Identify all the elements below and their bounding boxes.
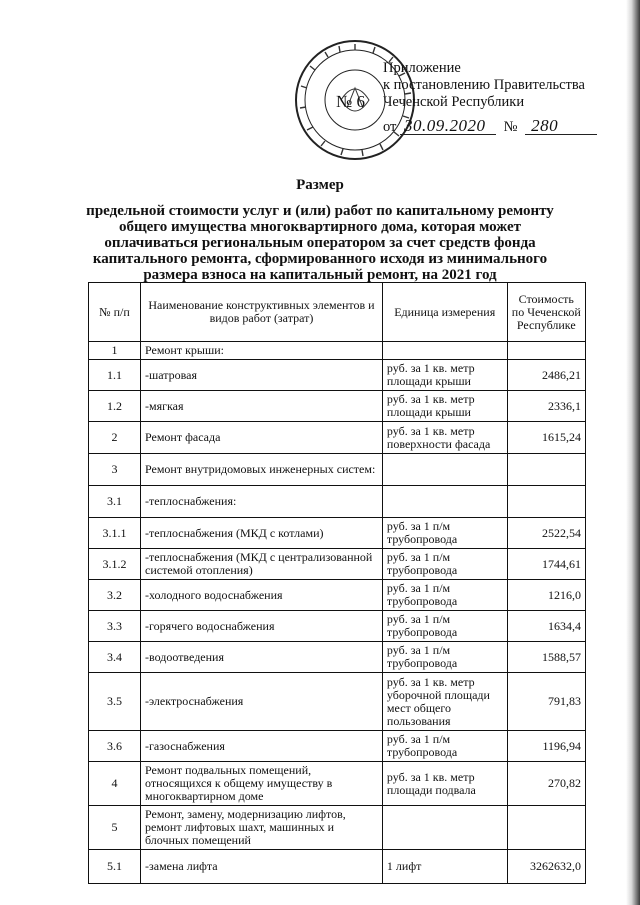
title-heading: Размер (296, 177, 344, 193)
appendix-resolution: к постановлению Правительства (383, 77, 585, 93)
table-row (89, 549, 586, 580)
title-line: размера взноса на капитальный ремонт, на 2021 год (143, 267, 497, 283)
cell-cost: 2486,21 (507, 360, 585, 391)
table-row (89, 342, 586, 360)
cell-cost: 1196,94 (507, 731, 585, 762)
cost-table (88, 282, 586, 884)
cell-cost (507, 342, 585, 360)
scan-page-edge (626, 0, 640, 905)
cell-cost (507, 454, 585, 486)
cell-name: -замена лифта (141, 850, 383, 884)
appendix-republic: Чеченской Республики (383, 94, 525, 110)
date-number-line (383, 117, 613, 136)
cell-no: 3.4 (89, 642, 141, 673)
cell-unit: руб. за 1 п/м трубопровода (382, 731, 507, 762)
cell-unit (382, 486, 507, 518)
cell-name: Ремонт крыши: (141, 342, 383, 360)
cell-unit: руб. за 1 кв. метр площади крыши (382, 391, 507, 422)
header-unit: Единица измерения (382, 283, 507, 342)
date-prefix: от (383, 119, 397, 135)
cell-unit: руб. за 1 п/м трубопровода (382, 642, 507, 673)
appendix-label: Приложение (383, 60, 461, 76)
cell-name: -водоотведения (141, 642, 383, 673)
cell-cost: 2522,54 (507, 518, 585, 549)
cell-no: 3.5 (89, 673, 141, 731)
document-number: № 6 (336, 92, 365, 111)
cell-no: 3.1 (89, 486, 141, 518)
cell-name: -теплоснабжения (МКД с котлами) (141, 518, 383, 549)
cell-cost: 1588,57 (507, 642, 585, 673)
cell-cost (507, 486, 585, 518)
cell-name: Ремонт внутридомовых инженерных систем: (141, 454, 383, 486)
cell-unit: руб. за 1 п/м трубопровода (382, 611, 507, 642)
cell-name: -теплоснабжения (МКД с централизованной системой отопления) (141, 549, 383, 580)
table-row (89, 806, 586, 850)
cell-cost: 1615,24 (507, 422, 585, 454)
cell-cost: 270,82 (507, 762, 585, 806)
cell-cost: 1216,0 (507, 580, 585, 611)
cell-no: 4 (89, 762, 141, 806)
cell-name: -шатровая (141, 360, 383, 391)
table-row (89, 611, 586, 642)
table-row (89, 486, 586, 518)
title-line: общего имущества многоквартирного дома, которая может (118, 219, 521, 235)
number-value: 280 (525, 117, 597, 135)
cell-no: 3.2 (89, 580, 141, 611)
cell-no: 3.6 (89, 731, 141, 762)
cell-unit: руб. за 1 п/м трубопровода (382, 580, 507, 611)
appendix-header (383, 60, 613, 136)
table-row (89, 642, 586, 673)
cell-unit (382, 806, 507, 850)
table-row (89, 673, 586, 731)
table-row (89, 422, 586, 454)
cell-name: -холодного водоснабжения (141, 580, 383, 611)
cell-cost (507, 806, 585, 850)
document-title (0, 177, 640, 283)
cell-unit: руб. за 1 кв. метр поверхности фасада (382, 422, 507, 454)
cell-cost: 1744,61 (507, 549, 585, 580)
cell-name: -газоснабжения (141, 731, 383, 762)
cell-name: -горячего водоснабжения (141, 611, 383, 642)
cell-name: Ремонт фасада (141, 422, 383, 454)
cell-no: 3.3 (89, 611, 141, 642)
cell-no: 3.1.1 (89, 518, 141, 549)
cell-unit (382, 342, 507, 360)
header-cost: Стоимость по Чеченской Республике (507, 283, 585, 342)
table-row (89, 762, 586, 806)
cell-cost: 1634,4 (507, 611, 585, 642)
cell-name: Ремонт подвальных помещений, относящихся к общему имуществу в многоквартирном доме (141, 762, 383, 806)
cell-cost: 791,83 (507, 673, 585, 731)
cell-no: 1 (89, 342, 141, 360)
header-no: № п/п (89, 283, 141, 342)
cell-name: Ремонт, замену, модернизацию лифтов, ремонт лифтовых шахт, машинных и блочных помещений (141, 806, 383, 850)
cell-cost: 2336,1 (507, 391, 585, 422)
cell-unit: руб. за 1 кв. метр площади крыши (382, 360, 507, 391)
title-line: предельной стоимости услуг и (или) работ по капитальному ремонту (86, 203, 554, 219)
table-row (89, 518, 586, 549)
table-row (89, 850, 586, 884)
cell-unit: руб. за 1 п/м трубопровода (382, 549, 507, 580)
cell-unit (382, 454, 507, 486)
table-row (89, 360, 586, 391)
table-row (89, 580, 586, 611)
cell-no: 1.2 (89, 391, 141, 422)
header-name: Наименование конструктивных элементов и видов работ (затрат) (141, 283, 383, 342)
cell-unit: 1 лифт (382, 850, 507, 884)
table-row (89, 731, 586, 762)
cell-name: -мягкая (141, 391, 383, 422)
title-line: оплачиваться региональным оператором за счет средств фонда (104, 235, 536, 251)
cell-unit: руб. за 1 кв. метр площади подвала (382, 762, 507, 806)
cell-name: -теплоснабжения: (141, 486, 383, 518)
table-header-row (89, 283, 586, 342)
table-body (89, 342, 586, 884)
title-line: капитального ремонта, сформированного исходя из минимального (92, 251, 548, 267)
cell-no: 3 (89, 454, 141, 486)
table-row (89, 454, 586, 486)
cell-no: 5.1 (89, 850, 141, 884)
cell-no: 3.1.2 (89, 549, 141, 580)
cell-unit: руб. за 1 п/м трубопровода (382, 518, 507, 549)
cell-cost: 3262632,0 (507, 850, 585, 884)
table-row (89, 391, 586, 422)
date-value: 30.09.2020 (400, 117, 496, 135)
cell-no: 2 (89, 422, 141, 454)
number-sign: № (503, 119, 518, 135)
cell-unit: руб. за 1 кв. метр уборочной площади мест общего пользования (382, 673, 507, 731)
cell-no: 1.1 (89, 360, 141, 391)
cell-name: -электроснабжения (141, 673, 383, 731)
cell-no: 5 (89, 806, 141, 850)
